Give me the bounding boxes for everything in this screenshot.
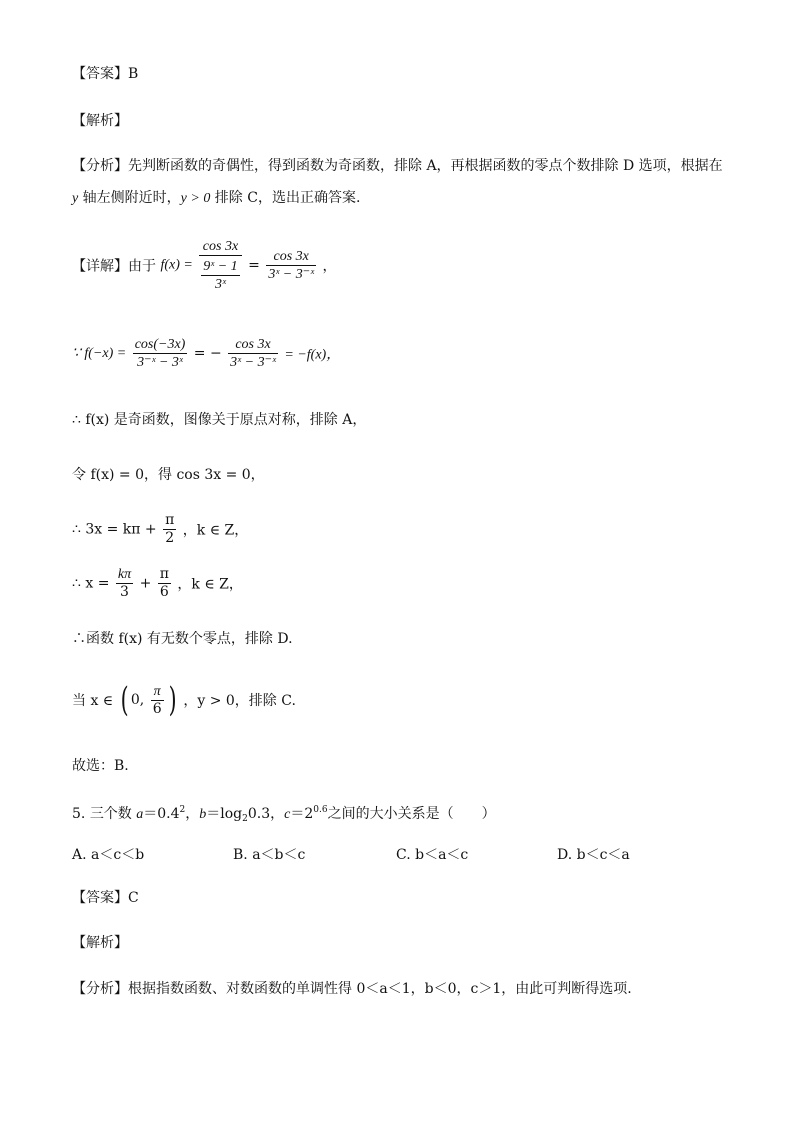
answer-value: B (128, 66, 139, 82)
analysis-heading: 【解析】 (72, 113, 128, 129)
fenxi-label: 【分析】 (72, 158, 128, 174)
detail-label: 【详解】 (72, 258, 128, 275)
answer-label: 【答案】 (72, 66, 128, 82)
option-b[interactable]: B. a＜b＜c (233, 847, 306, 863)
detail-step-2: ∵ f(−x) = $\frac{\cos(-3x)}{\text{3⁻ˣ − 3ˣ}}$ = − $\frac{\cos 3x}{\text{3ˣ − 3⁻ˣ}}$ = −f(x)， (72, 337, 341, 370)
detail-step-8: 当 x ∈ ( 0, $\frac{\pi}{6}$ ) ，y > 0，排除 C. (72, 680, 296, 720)
detail-step-4: 令 f(x) = 0，得 cos 3x = 0， (72, 467, 265, 483)
simplified-fraction: $\frac{\cos 3x}{\text{3ˣ − 3⁻ˣ}}$ (268, 249, 315, 282)
detail-step-6: ∴ x = $\frac{k\pi}{3}$ + $\frac{\pi}{6}$ ，k ∈ Z， (72, 566, 243, 600)
question-5-stem: 5. 三个数 $a=0.4^2$，$b=\log_20.3$，$c=2^{0.6}$之间的大小关系是（ ） (72, 805, 496, 824)
fenxi-line-2: y 轴左侧附近时，y > 0 排除 C，选出正确答案. (72, 190, 361, 206)
detail-step-3: ∴ f(x) 是奇函数，图像关于原点对称，排除 A， (72, 412, 367, 428)
option-d[interactable]: D. b＜c＜a (557, 847, 630, 863)
analysis-heading-q5: 【解析】 (72, 935, 128, 951)
detail-step-1: 【详解】由于 f(x) = $\frac{\cos 3x}{\frac{\text{9ˣ − 1}}{\text{3ˣ}}}$ = $\frac{\cos 3x}{\text{3ˣ − 3⁻ˣ}}$ ， (72, 239, 337, 292)
answer-line (72, 64, 138, 84)
detail-step-7: ∴函数 f(x) 有无数个零点，排除 D. (72, 631, 293, 647)
answer-line-q5: 【答案】C (72, 890, 139, 906)
option-a[interactable]: A. a＜c＜b (72, 847, 145, 863)
fenxi-line-1: 【分析】先判断函数的奇偶性，得到函数为奇函数，排除 A，再根据函数的零点个数排除 D 选项，根据在 (72, 158, 723, 174)
option-c[interactable]: C. b＜a＜c (396, 847, 469, 863)
conclusion: 故选：B. (72, 758, 129, 774)
fenxi-q5: 【分析】根据指数函数、对数函数的单调性得 0＜a＜1，b＜0，c＞1，由此可判断得选项. (72, 981, 632, 997)
compound-fraction: $\frac{\cos 3x}{\frac{\text{9ˣ − 1}}{\text{3ˣ}}}$ (199, 238, 241, 293)
question-number: 5. (72, 806, 86, 822)
detail-step-5: ∴ 3x = kπ + $\frac{\pi}{2}$ ，k ∈ Z， (72, 512, 249, 546)
